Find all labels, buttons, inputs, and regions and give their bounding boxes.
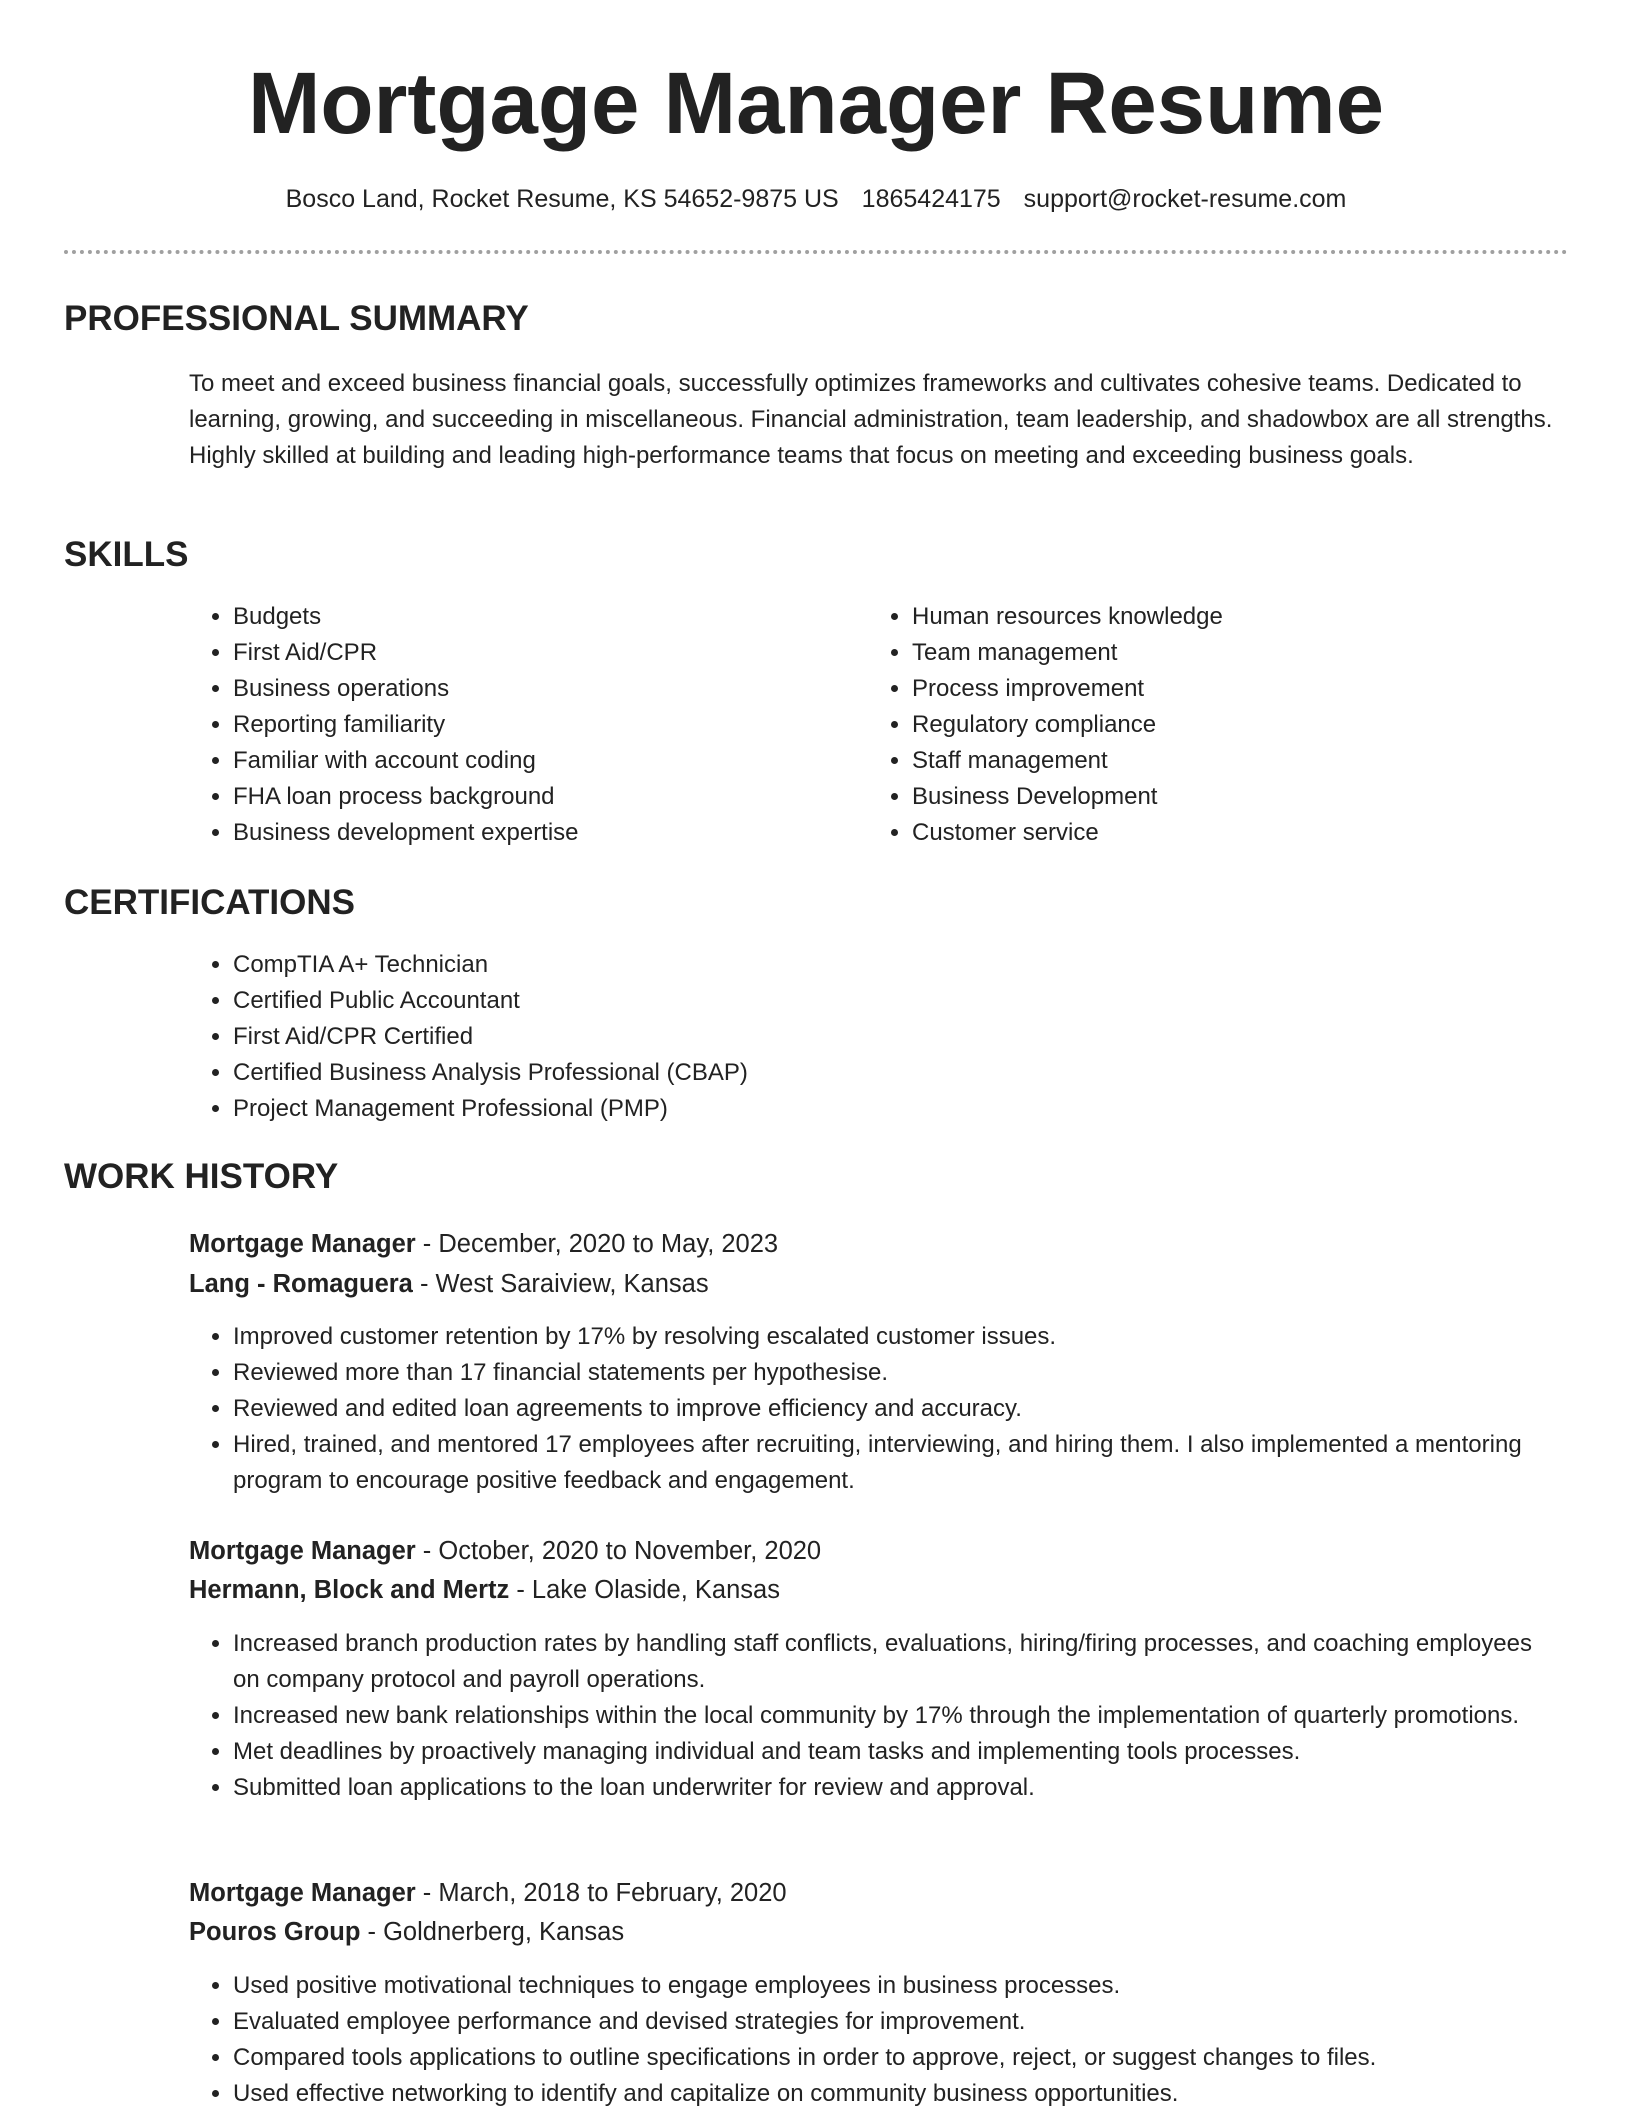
- resume-title: Mortgage Manager Resume: [247, 55, 1385, 152]
- skills-list-left: [189, 599, 873, 851]
- list-item: • Improved customer retention by 17% by resolving escalated customer issues.: [233, 1319, 1613, 1355]
- job-bullets: [189, 1319, 1613, 1499]
- job-location: - Lake Olaside, Kansas: [509, 1576, 780, 1604]
- job-company: Pouros Group: [189, 1918, 361, 1946]
- list-item: • Customer service: [912, 815, 1592, 851]
- list-item: • Used positive motivational techniques to engage employees in business processes.: [233, 1968, 1613, 2004]
- list-item: • Met deadlines by proactively managing individual and team tasks and implementing tools processes.: [233, 1734, 1553, 1770]
- list-item: • Regulatory compliance: [912, 707, 1592, 743]
- section-title-summary: PROFESSIONAL SUMMARY: [64, 299, 529, 338]
- contact-email: support@rocket-resume.com: [1023, 185, 1347, 213]
- list-item: • Business development expertise: [233, 815, 873, 851]
- job-dates: - October, 2020 to November, 2020: [415, 1537, 822, 1565]
- list-item: • Increased branch production rates by handling staff conflicts, evaluations, hiring/firing processes, and coaching employees on company protocol and payroll operations.: [233, 1626, 1553, 1698]
- summary-text: To meet and exceed business financial goals, successfully optimizes frameworks and cultivates cohesive teams. Dedicated to learning, growing, and succeeding in miscellaneous. Financial administration, team leadership, and shadowbox are all strengths. Highly skilled at building and leading high-performance teams that focus on meeting and exceeding business goals.: [189, 370, 1553, 469]
- list-item: • First Aid/CPR: [233, 635, 873, 671]
- contact-address: Bosco Land, Rocket Resume, KS 54652-9875 US: [285, 185, 839, 213]
- list-item: • Compared tools applications to outline specifications in order to approve, reject, or suggest changes to files.: [233, 2040, 1613, 2076]
- list-item: • Used effective networking to identify and capitalize on community business opportunities.: [233, 2076, 1613, 2112]
- list-item: • First Aid/CPR Certified: [233, 1019, 1593, 1055]
- list-item: • Business Development: [912, 779, 1592, 815]
- list-item: • Reviewed more than 17 financial statements per hypothesise.: [233, 1355, 1613, 1391]
- job-title-line: [189, 1226, 778, 1262]
- list-item: • Business operations: [233, 671, 873, 707]
- job-dates: - December, 2020 to May, 2023: [415, 1230, 779, 1258]
- contact-phone: 1865424175: [861, 185, 1001, 213]
- list-item: • Reporting familiarity: [233, 707, 873, 743]
- job-role: Mortgage Manager: [189, 1879, 416, 1907]
- list-item: • Team management: [912, 635, 1592, 671]
- list-item: • Process improvement: [912, 671, 1592, 707]
- list-item: • Certified Public Accountant: [233, 983, 1593, 1019]
- list-item: • Increased new bank relationships within the local community by 17% through the implementation of quarterly promotions.: [233, 1698, 1553, 1734]
- job-location: - West Saraiview, Kansas: [412, 1270, 709, 1298]
- job-company: Hermann, Block and Mertz: [189, 1576, 510, 1604]
- contact-line: [0, 182, 1632, 216]
- list-item: • Hired, trained, and mentored 17 employees after recruiting, interviewing, and hiring them. I also implemented a mentoring program to encourage positive feedback and engagement.: [233, 1427, 1613, 1499]
- job-company-line: [189, 1266, 709, 1302]
- job-company: Lang - Romaguera: [189, 1270, 413, 1298]
- job-title-line: [189, 1533, 821, 1569]
- section-title-work-history: WORK HISTORY: [64, 1157, 339, 1196]
- job-dates: - March, 2018 to February, 2020: [415, 1879, 787, 1907]
- job-company-line: [189, 1914, 624, 1950]
- job-bullets: [189, 1968, 1613, 2112]
- skills-list-right: [868, 599, 1592, 851]
- header-divider: [64, 250, 1568, 254]
- certifications-list: [189, 947, 1593, 1127]
- job-bullets: [189, 1626, 1553, 1806]
- list-item: • Project Management Professional (PMP): [233, 1091, 1593, 1127]
- list-item: • Submitted loan applications to the loan underwriter for review and approval.: [233, 1770, 1553, 1806]
- list-item: • Reviewed and edited loan agreements to improve efficiency and accuracy.: [233, 1391, 1613, 1427]
- list-item: • Budgets: [233, 599, 873, 635]
- section-title-certifications: CERTIFICATIONS: [64, 883, 356, 922]
- list-item: • FHA loan process background: [233, 779, 873, 815]
- job-company-line: [189, 1572, 780, 1608]
- list-item: • Familiar with account coding: [233, 743, 873, 779]
- job-location: - Goldnerberg, Kansas: [360, 1918, 625, 1946]
- list-item: • Certified Business Analysis Professional (CBAP): [233, 1055, 1593, 1091]
- job-title-line: [189, 1875, 787, 1911]
- list-item: • CompTIA A+ Technician: [233, 947, 1593, 983]
- job-role: Mortgage Manager: [189, 1230, 416, 1258]
- list-item: • Staff management: [912, 743, 1592, 779]
- job-role: Mortgage Manager: [189, 1537, 416, 1565]
- list-item: • Human resources knowledge: [912, 599, 1592, 635]
- list-item: • Evaluated employee performance and devised strategies for improvement.: [233, 2004, 1613, 2040]
- section-title-skills: SKILLS: [64, 535, 189, 574]
